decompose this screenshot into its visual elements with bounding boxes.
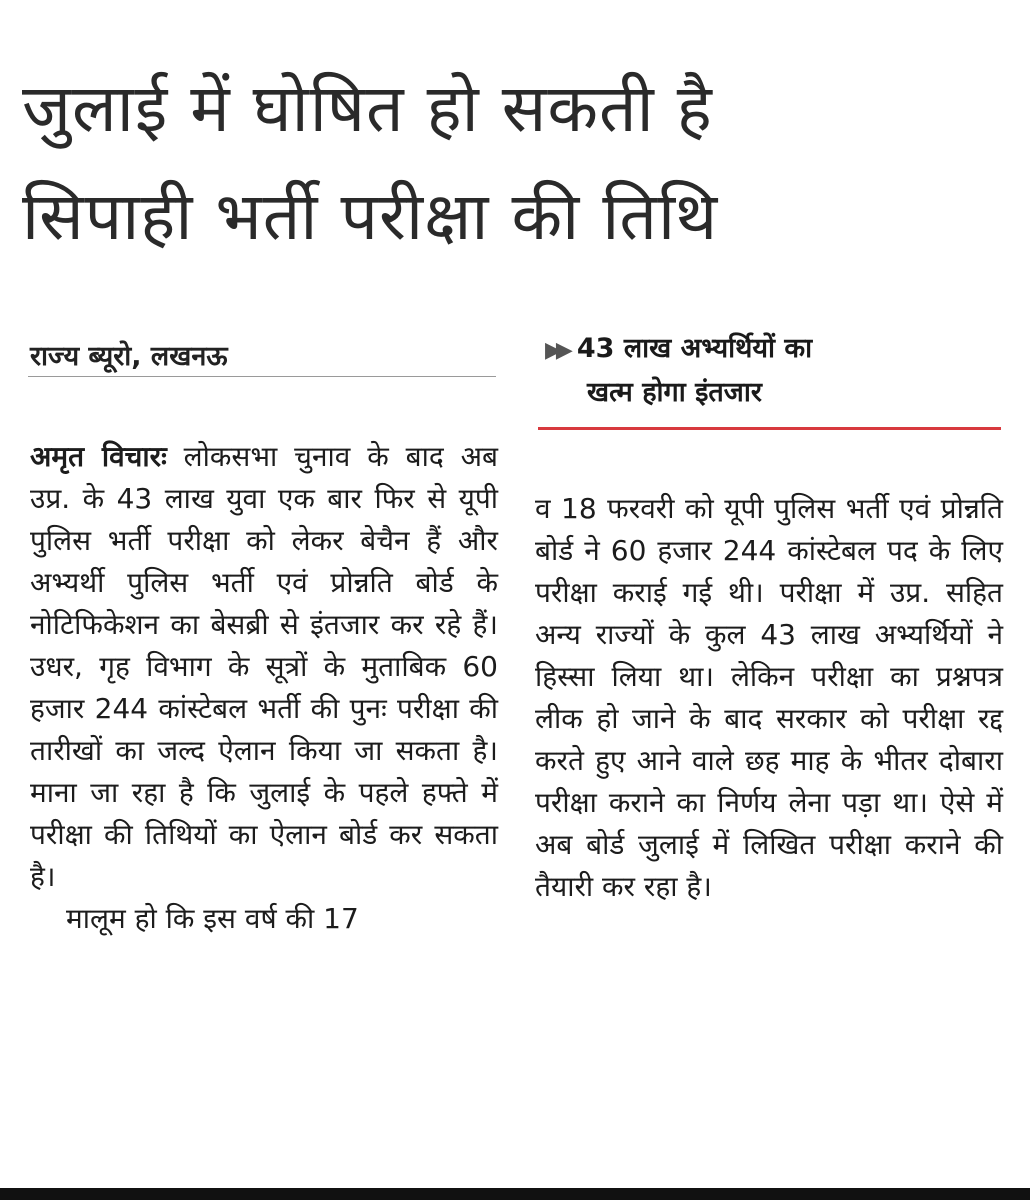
double-arrow-icon: ▶▶ [545,338,567,363]
paragraph-text: लोकसभा चुनाव के बाद अब उप्र. के 43 लाख युवा एक बार फिर से यूपी पुलिस भर्ती परीक्षा को लेकर बेचैन हैं और अभ्यर्थी पुलिस भर्ती एवं प्रोन्नति बोर्ड के नोटिफिकेशन का बेसब्री से इंतजार कर रहे हैं। उधर, गृह विभाग के सूत्रों के मुताबिक 60 हजार 244 कांस्टेबल भर्ती की पुनः परीक्षा की तारीखों का जल्द ऐलान किया जा सकता है। माना जा रहा है कि जुलाई के पहले हफ्ते में परीक्षा की तिथियों का ऐलान बोर्ड कर सकता है। [30,440,498,893]
article-paragraph: व 18 फरवरी को यूपी पुलिस भर्ती एवं प्रोन्नति बोर्ड ने 60 हजार 244 कांस्टेबल पद के लिए परीक्षा कराई गई थी। परीक्षा में उप्र. सहित अन्य राज्यों के कुल 43 लाख अभ्यर्थियों ने हिस्सा लिया था। लेकिन परीक्षा का प्रश्नपत्र लीक हो जाने के बाद सरकार को परीक्षा रद्द करते हुए आने वाले छह माह के भीतर दोबारा परीक्षा कराने का निर्णय लेना पड़ा था। ऐसे में अब बोर्ड जुलाई में लिखित परीक्षा कराने की तैयारी कर रहा है। [535,492,1003,903]
headline [22,55,1012,271]
highlight-line-2: खत्म होगा इंतजार [587,377,762,408]
dateline: अमृत विचारः [30,440,167,473]
headline-line-1: जुलाई में घोषित हो सकती है [22,70,713,147]
highlight-line-1: 43 लाख अभ्यर्थियों का [576,333,813,364]
byline: राज्य ब्यूरो, लखनऊ [30,341,228,372]
highlight-divider [538,427,1001,430]
article-column-left [30,436,498,940]
bottom-border [0,1188,1030,1200]
byline-divider [28,376,496,377]
highlight-box [545,328,1005,414]
article-paragraph [30,436,498,898]
article-paragraph: मालूम हो कि इस वर्ष की 17 [66,902,359,935]
headline-line-2: सिपाही भर्ती परीक्षा की तिथि [22,178,719,255]
article-column-right [535,488,1003,908]
